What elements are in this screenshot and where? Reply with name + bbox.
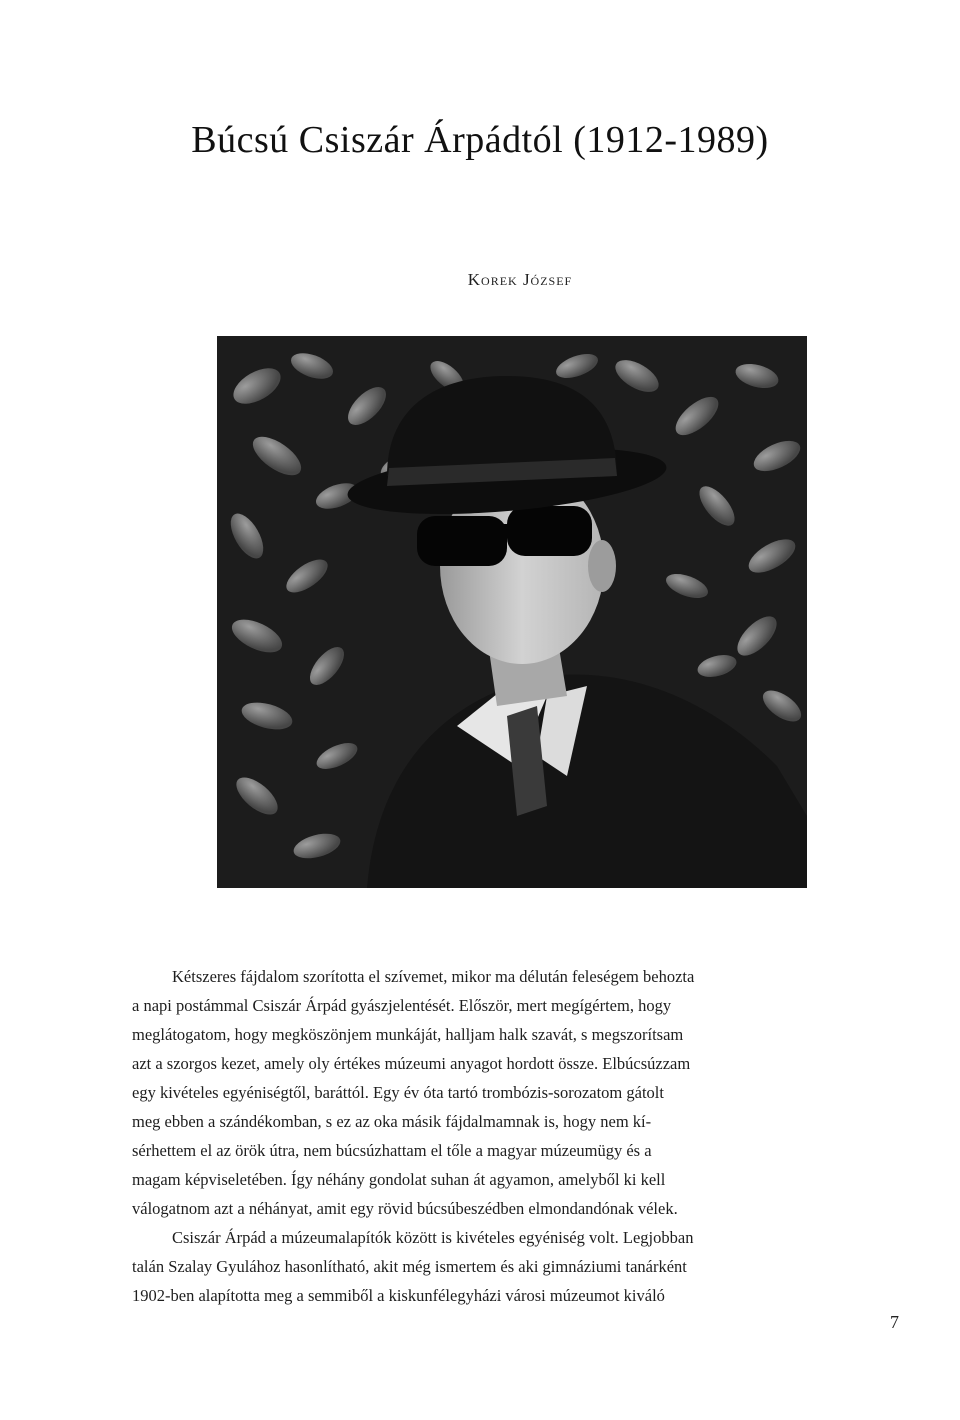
text-line: meg ebben a szándékomban, s ez az oka másik fájdalmamnak is, hogy nem kí-	[132, 1112, 652, 1131]
author-label: Korek József	[467, 270, 573, 289]
page-number: 7	[890, 1312, 899, 1332]
text-line: meglátogatom, hogy megköszönjem munkáját, halljam halk szavát, s megszorítsam	[132, 1025, 684, 1044]
text-line: egy kivételes egyéniségtől, baráttól. Egy év óta tartó trombózis-sorozatom gátolt	[132, 1083, 664, 1102]
text-line: magam képviseletében. Így néhány gondolat suhan át agyamon, amelyből ki kell	[132, 1170, 666, 1189]
text-line: talán Szalay Gyulához hasonlítható, akit még ismertem és aki gimnáziumi tanárként	[132, 1257, 687, 1276]
text-line: sérhettem el az örök útra, nem búcsúzhattam el tőle a magyar múzeumügy és a	[132, 1141, 652, 1160]
text-line: válogatnom azt a néhányat, amit egy rövid búcsúbeszédben elmondandónak vélek.	[132, 1199, 678, 1218]
text-line: azt a szorgos kezet, amely oly értékes múzeumi anyagot hordott össze. Elbúcsúzzam	[132, 1054, 691, 1073]
text-line: Kétszeres fájdalom szorította el szívemet, mikor ma délután feleségem behozta	[172, 967, 695, 986]
author-name	[0, 270, 960, 290]
text-line: Csiszár Árpád a múzeumalapítók között is kivételes egyéniség volt. Legjobban	[172, 1228, 694, 1247]
portrait-photo	[217, 336, 807, 888]
article-title: Búcsú Csiszár Árpádtól (1912-1989)	[191, 119, 769, 161]
body-text	[132, 962, 912, 1310]
text-line: 1902-ben alapította meg a semmiből a kiskunfélegyházi városi múzeumot kiváló	[132, 1286, 665, 1305]
text-line: a napi postámmal Csiszár Árpád gyászjelentését. Először, mert megígértem, hogy	[132, 996, 672, 1015]
